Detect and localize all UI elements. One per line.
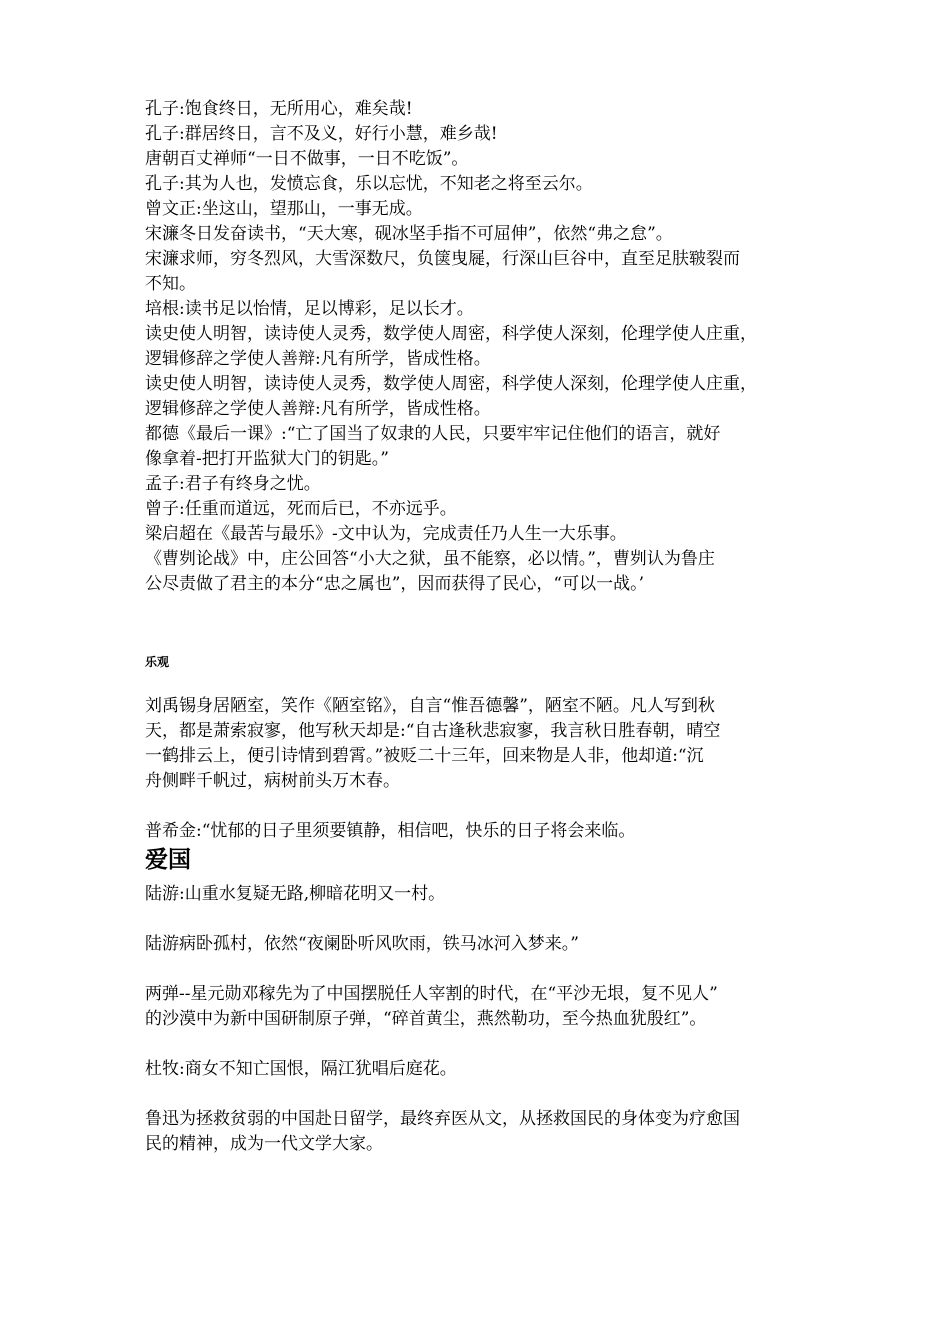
text-line: 曾子:任重而道远，死而后已，不亦远乎。	[145, 499, 457, 519]
spacer	[145, 1032, 825, 1057]
text-line: 宋濂求师，穷冬烈风，大雪深数尺，负箧曳屣，行深山巨谷中，直至足肤皲裂而	[145, 249, 740, 269]
text-line: 孔子:群居终日，言不及义，好行小慧，难乡哉!	[145, 124, 498, 144]
text-line: 孟子:君子有终身之忧。	[145, 474, 321, 494]
section-heading: 乐观	[145, 655, 170, 669]
text-line: 都德《最后一课》:“亡了国当了奴隶的人民，只要牢牢记住他们的语言，就好	[145, 424, 721, 444]
text-line: 读史使人明智，读诗使人灵秀，数学使人周密，科学使人深刻，伦理学使人庄重，	[145, 324, 757, 344]
text-line: 逻辑修辞之学使人善辩:凡有所学，皆成性格。	[145, 349, 491, 369]
spacer	[145, 1082, 825, 1107]
text-line: 的沙漠中为新中国研制原子弹，“碎首黄尘，燕然勒功，至今热血犹殷红”。	[145, 1009, 707, 1029]
section-heading: 爱国	[145, 847, 191, 873]
text-line: 鲁迅为拯救贫弱的中国赴日留学，最终弃医从文，从拯救国民的身体变为疗愈国	[145, 1109, 740, 1129]
text-line: 陆游病卧孤村，依然“夜阑卧听风吹雨，铁马冰河入梦来。”	[145, 934, 579, 954]
spacer	[145, 670, 825, 694]
text-line: 不知。	[145, 274, 196, 294]
text-line: 陆游:山重水复疑无路,柳暗花明又一村。	[145, 884, 446, 904]
document-page	[145, 97, 825, 1157]
text-line: 刘禹锡身居陋室，笑作《陋室铭》，自言“惟吾德馨”，陋室不陋。凡人写到秋	[145, 696, 715, 716]
section-quotes	[145, 97, 825, 597]
text-line: 民的精神，成为一代文学大家。	[145, 1134, 383, 1154]
text-line: 普希金:“忧郁的日子里须要镇静，相信吧，快乐的日子将会来临。	[145, 821, 636, 841]
text-line: 读史使人明智，读诗使人灵秀，数学使人周密，科学使人深刻，伦理学使人庄重，	[145, 374, 757, 394]
section-optimism	[145, 654, 825, 844]
text-line: 宋濂冬日发奋读书，“天大寒，砚冰坚手指不可屈伸”，依然“弗之怠”。	[145, 224, 673, 244]
text-line: 培根:读书足以怡情，足以博彩，足以长才。	[145, 299, 474, 319]
text-line: 公尽责做了君主的本分“忠之属也”，因而获得了民心，“可以一战。’	[145, 574, 644, 594]
spacer	[145, 957, 825, 982]
spacer	[145, 794, 825, 819]
text-line: 曾文正:坐这山，望那山，一事无成。	[145, 199, 423, 219]
text-line: 孔子:饱食终日，无所用心，难矣哉!	[145, 99, 413, 119]
text-line: 舟侧畔千帆过，病树前头万木春。	[145, 771, 400, 791]
text-line: 两弹--星元勋邓稼先为了中国摆脱任人宰割的时代，在“平沙无垠，复不见人”	[145, 984, 718, 1004]
text-line: 逻辑修辞之学使人善辩:凡有所学，皆成性格。	[145, 399, 491, 419]
text-line: 梁启超在《最苦与最乐》-文中认为，完成责任乃人生一大乐事。	[145, 524, 627, 544]
section-patriotism	[145, 844, 825, 1157]
text-line: 孔子:其为人也，发愤忘食，乐以忘忧，不知老之将至云尔。	[145, 174, 593, 194]
text-line: 天，都是萧索寂寥，他写秋天却是:“自古逢秋悲寂寥，我言秋日胜春朝，晴空	[145, 721, 721, 741]
spacer	[145, 597, 825, 654]
spacer	[145, 907, 825, 932]
text-line: 《曹刿论战》中，庄公回答“小大之狱，虽不能察，必以情。”，曹刿认为鲁庄	[145, 549, 715, 569]
text-line: 唐朝百丈禅师“一日不做事，一日不吃饭”。	[145, 149, 469, 169]
text-line: 一鹤排云上，便引诗情到碧霄。”被贬二十三年，回来物是人非，他却道:“沉	[145, 746, 704, 766]
text-line: 像拿着-把打开监狱大门的钥匙。”	[145, 449, 389, 469]
text-line: 杜牧:商女不知亡国恨，隔江犹唱后庭花。	[145, 1059, 457, 1079]
